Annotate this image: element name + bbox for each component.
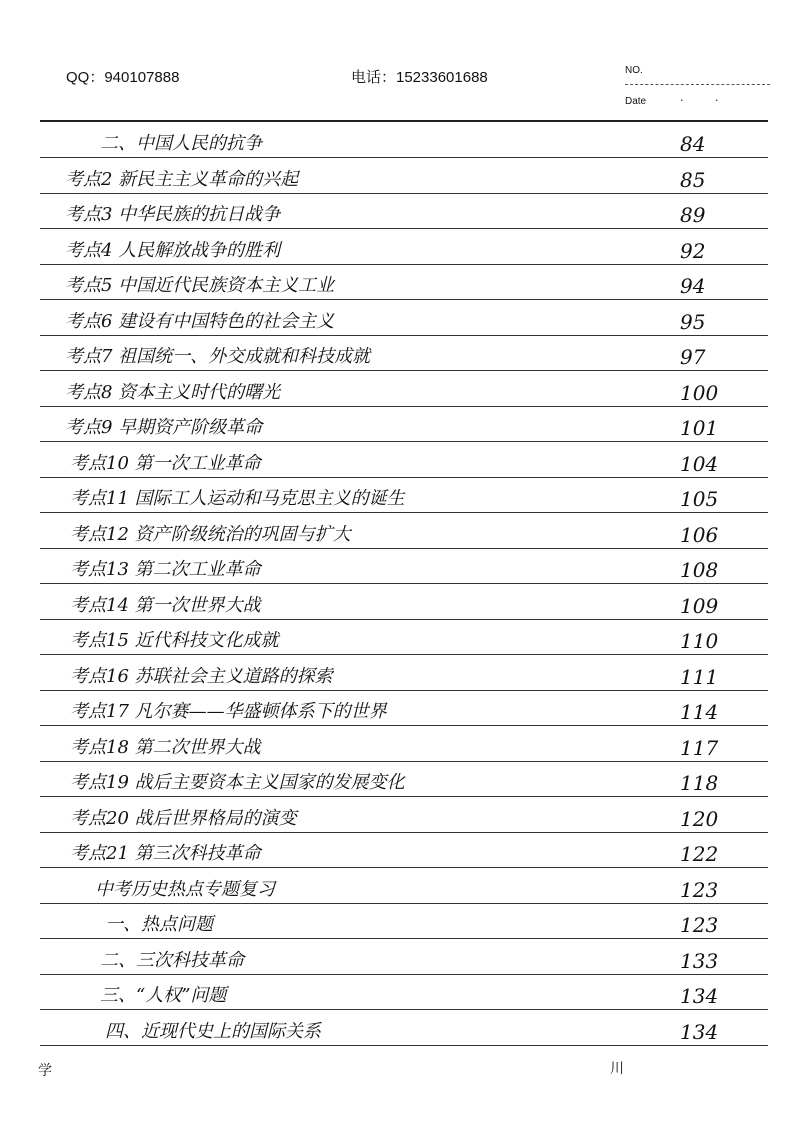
toc-title: 二、中国人民的抗争 <box>100 133 262 154</box>
toc-page-number: 95 <box>680 309 706 334</box>
toc-page-number: 89 <box>680 203 706 227</box>
toc-title: 中考历史热点专题复习 <box>95 878 275 900</box>
page-header <box>0 66 800 90</box>
toc-row <box>40 905 768 939</box>
toc-title: 考点16 苏联社会主义道路的探索 <box>70 665 333 687</box>
toc-title: 考点15 近代科技文化成就 <box>70 630 279 651</box>
toc-title: 考点3 中华民族的抗日战争 <box>65 204 281 225</box>
toc-title: 三、“人权”问题 <box>100 985 227 1006</box>
toc-row <box>40 444 768 478</box>
toc-title: 考点17 凡尔赛——华盛顿体系下的世界 <box>70 701 387 722</box>
toc-page-number: 104 <box>680 451 719 476</box>
toc-page-number: 105 <box>680 487 719 511</box>
toc-title: 二、三次科技革命 <box>100 949 244 971</box>
toc-title: 考点20 战后世界格局的演变 <box>70 807 297 829</box>
toc-page-number: 123 <box>680 877 719 902</box>
toc-page-number: 114 <box>680 700 719 724</box>
toc-title: 考点18 第二次世界大战 <box>70 736 261 758</box>
footer-left-mark: 学 <box>38 1063 52 1079</box>
toc-title: 考点6 建设有中国特色的社会主义 <box>65 310 335 332</box>
toc-title: 考点5 中国近代民族资本主义工业 <box>65 275 335 296</box>
toc-page-number: 134 <box>680 1019 719 1044</box>
toc-page-number: 97 <box>680 345 706 369</box>
toc-title: 考点9 早期资产阶级革命 <box>65 417 263 438</box>
toc-title: 考点10 第一次工业革命 <box>70 452 261 474</box>
toc-row <box>40 266 768 300</box>
toc-row <box>40 337 768 371</box>
toc-title: 考点19 战后主要资本主义国家的发展变化 <box>70 772 405 793</box>
toc-title: 考点4 人民解放战争的胜利 <box>65 239 281 261</box>
toc-row <box>40 124 768 158</box>
toc-row <box>40 373 768 407</box>
toc-page-number: 101 <box>680 416 719 440</box>
toc-row <box>40 160 768 194</box>
toc-page-number: 92 <box>680 238 706 263</box>
toc-title: 考点11 国际工人运动和马克思主义的诞生 <box>70 488 405 509</box>
date-label: Date <box>625 96 647 107</box>
toc-title: 考点14 第一次世界大战 <box>70 594 261 616</box>
toc-row <box>40 870 768 904</box>
toc-row <box>40 479 768 513</box>
toc-page-number: 134 <box>680 984 719 1008</box>
toc-row <box>40 586 768 620</box>
toc-row <box>40 692 768 726</box>
toc-page-number: 118 <box>680 771 719 795</box>
toc-title: 考点2 新民主主义革命的兴起 <box>65 168 299 190</box>
toc-page-number: 100 <box>680 380 719 405</box>
toc-title: 考点21 第三次科技革命 <box>70 843 261 864</box>
toc-row <box>40 231 768 265</box>
toc-page-number: 133 <box>680 948 719 973</box>
toc-title: 一、热点问题 <box>105 914 213 935</box>
phone-number: 电话：15233601688 <box>351 69 488 86</box>
toc-page-number: 106 <box>680 522 719 547</box>
toc-row <box>40 1012 768 1046</box>
no-label: NO. <box>625 65 643 76</box>
toc-page-number: 109 <box>680 593 719 618</box>
toc-page-number: 117 <box>680 735 719 760</box>
toc-page-number: 122 <box>680 842 719 866</box>
toc-row <box>40 799 768 833</box>
toc-row <box>40 515 768 549</box>
footer-right-mark: 川 <box>610 1061 624 1077</box>
qq-number: QQ：940107888 <box>66 69 180 86</box>
toc-title: 考点8 资本主义时代的曙光 <box>65 381 281 403</box>
toc-row <box>40 657 768 691</box>
toc-title: 考点7 祖国统一、外交成就和科技成就 <box>65 346 371 367</box>
toc-page-number: 123 <box>680 913 719 937</box>
toc-title: 考点12 资产阶级统治的巩固与扩大 <box>70 523 351 545</box>
date-dots: · · <box>680 94 733 107</box>
toc-row <box>40 195 768 229</box>
toc-row <box>40 976 768 1010</box>
toc-page-number: 108 <box>680 558 719 582</box>
toc-row <box>40 763 768 797</box>
toc-row <box>40 302 768 336</box>
toc-row <box>40 834 768 868</box>
toc-page-number: 110 <box>680 629 719 653</box>
no-field-line <box>625 84 770 85</box>
toc-page-number: 84 <box>680 132 706 156</box>
toc-page-number: 111 <box>680 664 719 689</box>
toc-title: 考点13 第二次工业革命 <box>70 559 261 580</box>
toc-row <box>40 408 768 442</box>
toc-row <box>40 941 768 975</box>
toc-page-number: 94 <box>680 274 706 298</box>
toc-page-number: 120 <box>680 806 719 831</box>
toc-page-number: 85 <box>680 167 706 192</box>
toc-title: 四、近现代史上的国际关系 <box>105 1020 321 1042</box>
toc-row <box>40 550 768 584</box>
top-rule <box>40 120 768 122</box>
toc-row <box>40 621 768 655</box>
toc-row <box>40 728 768 762</box>
